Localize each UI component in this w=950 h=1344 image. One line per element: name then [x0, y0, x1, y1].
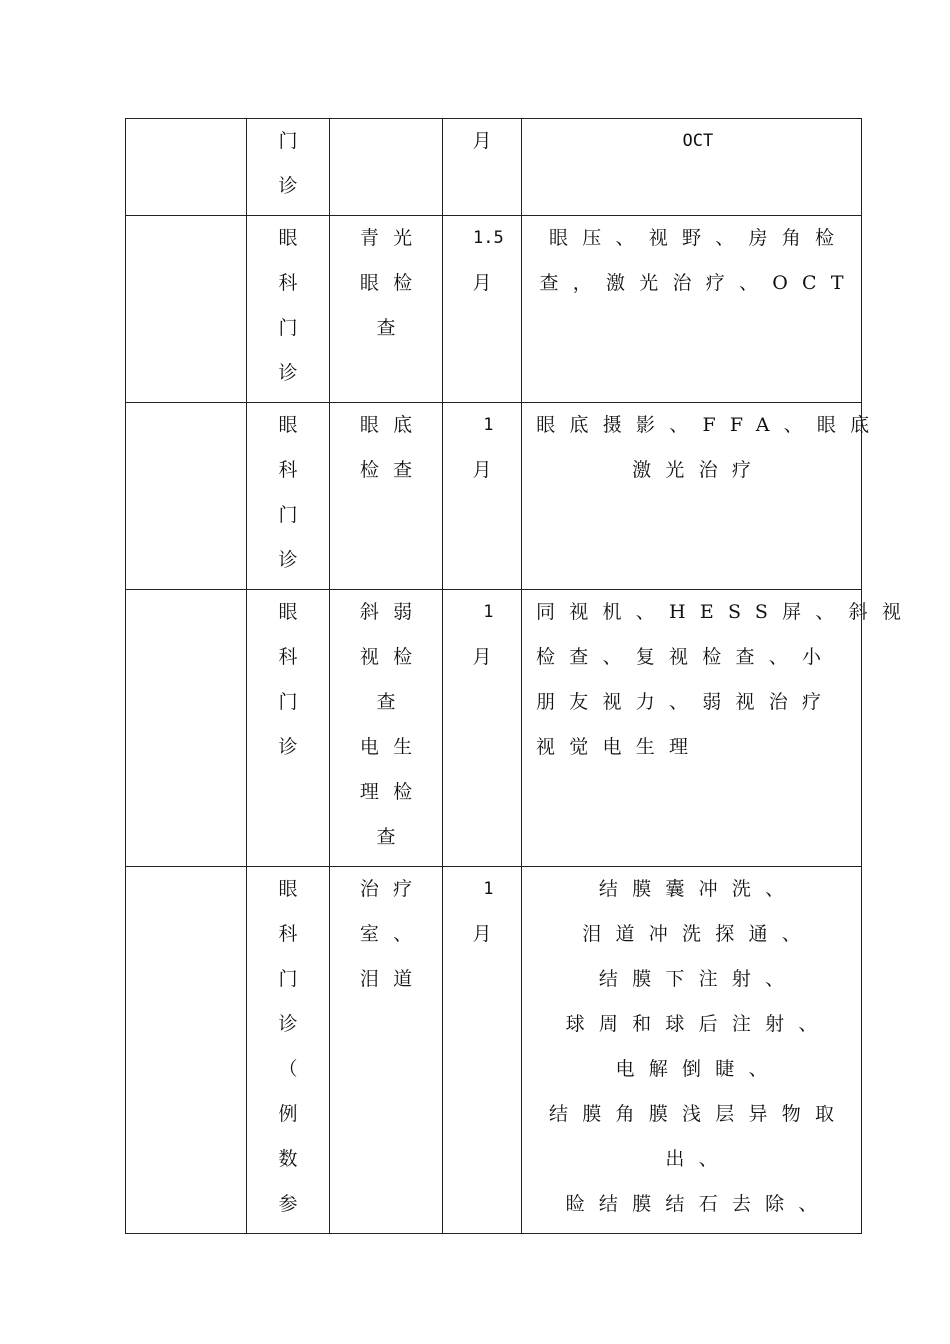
cell-content — [522, 403, 884, 499]
empty-cell — [126, 216, 247, 403]
cell-line: 青光 — [359, 227, 427, 249]
cell-content — [330, 403, 442, 499]
cell-line: 科 — [278, 923, 312, 945]
table-row — [126, 590, 862, 867]
cell-line: 1 — [483, 879, 494, 899]
cell-line: 眼 — [278, 878, 312, 900]
cell-line: 查 — [376, 691, 410, 713]
department-cell — [247, 119, 330, 216]
cell-content — [247, 590, 329, 776]
items-cell — [522, 867, 862, 1234]
cell-line: 门 — [278, 504, 312, 526]
cell-line: 查，激光治疗、OCT — [539, 272, 858, 294]
cell-line: 结膜囊冲洗、 — [598, 878, 799, 900]
duration-cell — [443, 119, 522, 216]
duration-cell — [443, 590, 522, 867]
cell-line: 检查、复视检查、小 — [536, 646, 836, 668]
cell-content — [522, 590, 916, 776]
cell-line: 同视机、HESS屏、斜视 — [536, 601, 916, 623]
cell-line: 1 — [483, 415, 494, 435]
cell-content — [330, 216, 442, 357]
cell-line: 睑结膜结石去除、 — [565, 1193, 832, 1215]
cell-line: 1 — [483, 602, 494, 622]
cell-line: 激光治疗 — [632, 459, 766, 481]
cell-line: 球周和球后注射、 — [565, 1013, 832, 1035]
cell-line: 治疗 — [359, 878, 427, 900]
exam-type-cell — [330, 403, 443, 590]
department-cell — [247, 590, 330, 867]
department-cell — [247, 403, 330, 590]
table-row — [126, 867, 862, 1234]
cell-line: 结膜角膜浅层异物取 — [548, 1103, 849, 1125]
cell-line: 视觉电生理 — [536, 736, 703, 758]
exam-schedule-table — [125, 118, 916, 1234]
cell-line: 月 — [472, 272, 506, 294]
cell-content — [522, 119, 861, 170]
empty-cell — [126, 403, 247, 590]
cell-content — [522, 216, 861, 312]
cell-content — [443, 216, 521, 312]
cell-line: 眼 — [278, 601, 312, 623]
empty-cell — [126, 119, 247, 216]
cell-line: 眼底 — [359, 414, 427, 436]
empty-cell — [126, 867, 247, 1234]
cell-line: 结膜下注射、 — [598, 968, 799, 990]
cell-line: OCT — [682, 131, 714, 151]
cell-line: 参 — [278, 1193, 312, 1215]
cell-content — [330, 119, 442, 125]
cell-line: 室、 — [359, 923, 427, 945]
cell-line: 朋友视力、弱视治疗 — [536, 691, 836, 713]
cell-line: 眼压、视野、房角检 — [548, 227, 849, 249]
cell-line: 诊 — [278, 175, 312, 197]
exam-type-cell — [330, 216, 443, 403]
cell-line: 电解倒睫、 — [615, 1058, 782, 1080]
cell-content — [247, 867, 329, 1233]
cell-line: 诊 — [278, 736, 312, 758]
cell-content — [247, 403, 329, 589]
items-cell — [522, 216, 862, 403]
cell-line: 泪道 — [359, 968, 427, 990]
cell-line: 门 — [278, 317, 312, 339]
table-row — [126, 403, 862, 590]
cell-line: 出、 — [665, 1148, 732, 1170]
items-cell — [522, 119, 862, 216]
cell-line: 诊 — [278, 549, 312, 571]
exam-type-cell — [330, 119, 443, 216]
empty-cell — [126, 590, 247, 867]
cell-line: 理检 — [359, 781, 427, 803]
cell-line: 月 — [472, 646, 506, 668]
cell-line: 斜弱 — [359, 601, 427, 623]
cell-line: 科 — [278, 459, 312, 481]
cell-line: 门 — [278, 130, 312, 152]
cell-line: 电生 — [359, 736, 427, 758]
table-body — [126, 119, 916, 1234]
cell-line: 眼底摄影、FFA、眼底 — [536, 414, 884, 436]
cell-content — [330, 590, 442, 866]
duration-cell — [443, 403, 522, 590]
table-row — [126, 216, 862, 403]
cell-content — [443, 403, 521, 499]
cell-line: 门 — [278, 691, 312, 713]
duration-cell — [443, 216, 522, 403]
exam-type-cell — [330, 590, 443, 867]
cell-content — [522, 867, 861, 1233]
cell-content — [443, 590, 521, 686]
cell-content — [330, 867, 442, 1008]
cell-content — [247, 119, 329, 215]
cell-line: 1.5 — [473, 228, 504, 248]
items-cell — [522, 403, 884, 590]
items-cell — [522, 590, 916, 867]
cell-line: 检查 — [359, 459, 427, 481]
cell-line: 眼 — [278, 227, 312, 249]
cell-content — [247, 216, 329, 402]
cell-line: 查 — [376, 317, 410, 339]
cell-line: 数 — [278, 1148, 312, 1170]
cell-line: 月 — [472, 459, 506, 481]
department-cell — [247, 867, 330, 1234]
cell-line: 诊 — [278, 1013, 312, 1035]
cell-line: 诊 — [278, 362, 312, 384]
cell-line: 泪道冲洗探通、 — [582, 923, 815, 945]
cell-line: 科 — [278, 646, 312, 668]
cell-line: 眼检 — [359, 272, 427, 294]
duration-cell — [443, 867, 522, 1234]
cell-content — [443, 119, 521, 170]
cell-line: 查 — [376, 826, 410, 848]
cell-content — [443, 867, 521, 963]
cell-line: 例 — [278, 1103, 312, 1125]
exam-type-cell — [330, 867, 443, 1234]
department-cell — [247, 216, 330, 403]
table-row — [126, 119, 862, 216]
cell-line: 月 — [472, 130, 506, 152]
cell-line: 视检 — [359, 646, 427, 668]
cell-line: （ — [278, 1058, 312, 1080]
cell-line: 眼 — [278, 414, 312, 436]
cell-line: 月 — [472, 923, 506, 945]
cell-line: 门 — [278, 968, 312, 990]
cell-line: 科 — [278, 272, 312, 294]
